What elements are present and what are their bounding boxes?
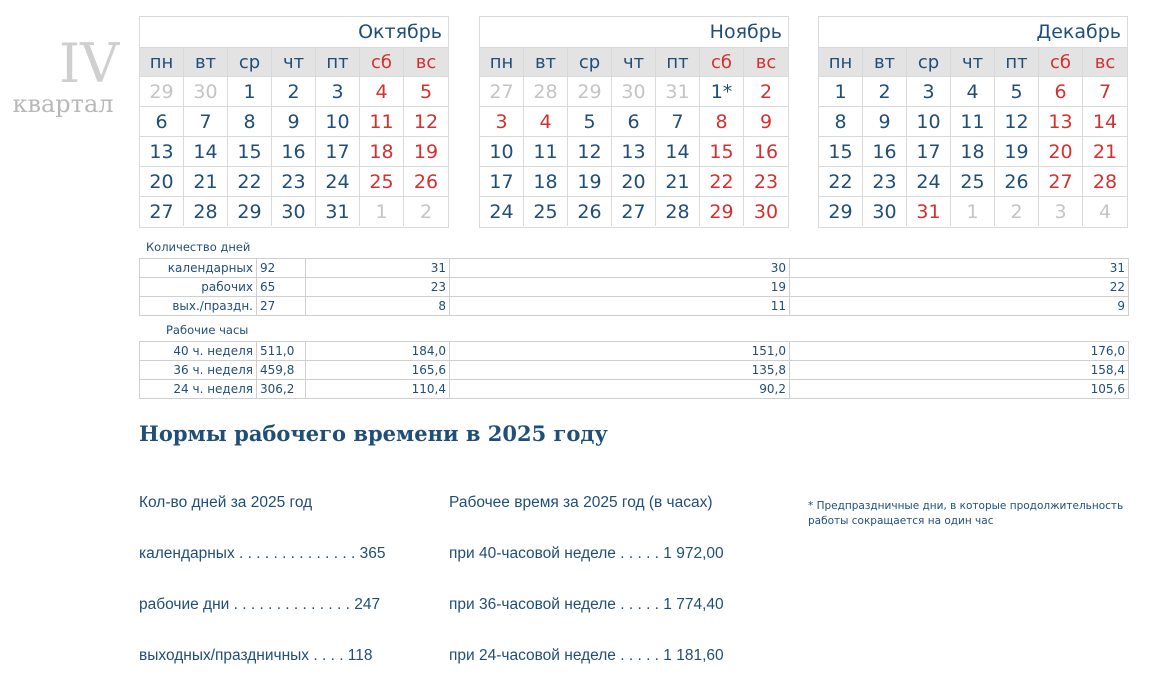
day-cell: 27 [612, 196, 656, 226]
day-cell: 14 [1083, 106, 1127, 136]
quarter-total: 27 [257, 297, 306, 316]
day-cell: 14 [656, 136, 700, 166]
day-cell: 25 [524, 196, 568, 226]
month-value: 11 [450, 297, 790, 316]
day-cell: 13 [1039, 106, 1083, 136]
day-cell: 4 [951, 76, 995, 106]
day-cell: 18 [951, 136, 995, 166]
day-cell: 10 [907, 106, 951, 136]
day-cell: 24 [907, 166, 951, 196]
day-cell: 1 [819, 76, 863, 106]
day-cell: 21 [184, 166, 228, 196]
day-cell: 1 [228, 76, 272, 106]
day-cell: 3 [480, 106, 524, 136]
norms-hours-block [449, 460, 724, 681]
day-cell: 30 [744, 196, 788, 226]
day-cell: 23 [744, 166, 788, 196]
day-cell: 21 [656, 166, 700, 196]
row-label: 36 ч. неделя [140, 361, 257, 380]
day-cell: 12 [568, 136, 612, 166]
norms-days-line: календарных . . . . . . . . . . . . . . 365 [139, 545, 386, 562]
month-value: 22 [790, 278, 1129, 297]
month-value: 90,2 [450, 380, 790, 399]
day-cell: 26 [404, 166, 448, 196]
weekday-header: пт [316, 47, 360, 76]
day-cell: 4 [524, 106, 568, 136]
day-cell: 29 [140, 76, 184, 106]
month-value: 135,8 [450, 361, 790, 380]
month-october [139, 16, 449, 228]
quarter-label: квартал [12, 90, 114, 118]
day-cell: 29 [568, 76, 612, 106]
weekday-header: сб [1039, 47, 1083, 76]
weekday-header: чт [272, 47, 316, 76]
day-cell: 4 [360, 76, 404, 106]
table-row [140, 361, 1129, 380]
day-cell: 22 [819, 166, 863, 196]
month-grid [140, 47, 448, 226]
day-cell: 28 [656, 196, 700, 226]
day-cell: 12 [995, 106, 1039, 136]
month-december [818, 16, 1128, 228]
day-cell: 31 [656, 76, 700, 106]
table-row [140, 259, 1129, 278]
weekday-header: чт [951, 47, 995, 76]
weekday-header: чт [612, 47, 656, 76]
norms-days-line: выходных/праздничных . . . . 118 [139, 647, 373, 664]
month-value: 184,0 [306, 342, 450, 361]
month-title: Декабрь [1036, 21, 1121, 43]
day-cell: 19 [568, 166, 612, 196]
month-title: Октябрь [358, 21, 442, 43]
month-value: 8 [306, 297, 450, 316]
month-value: 19 [450, 278, 790, 297]
month-value: 23 [306, 278, 450, 297]
day-cell: 28 [184, 196, 228, 226]
day-cell: 19 [995, 136, 1039, 166]
month-value: 110,4 [306, 380, 450, 399]
day-cell: 15 [700, 136, 744, 166]
norms-title: Нормы рабочего времени в 2025 году [139, 421, 608, 446]
day-cell: 4 [1083, 196, 1127, 226]
day-cell: 29 [819, 196, 863, 226]
day-cell: 16 [744, 136, 788, 166]
days-count-label: Количество дней [146, 240, 251, 254]
day-cell: 2 [404, 196, 448, 226]
day-cell: 24 [316, 166, 360, 196]
quarter-roman-numeral: IV [58, 32, 120, 95]
day-cell: 2 [995, 196, 1039, 226]
weekday-header: вс [744, 47, 788, 76]
weekday-header: вт [184, 47, 228, 76]
day-cell: 1 [360, 196, 404, 226]
day-cell: 26 [995, 166, 1039, 196]
day-cell: 19 [404, 136, 448, 166]
day-cell: 3 [316, 76, 360, 106]
weekday-header: пн [480, 47, 524, 76]
day-cell: 1 [951, 196, 995, 226]
norms-hours-heading: Рабочее время за 2025 год (в часах) [449, 494, 713, 511]
day-cell: 24 [480, 196, 524, 226]
day-cell: 6 [140, 106, 184, 136]
days-count-table [139, 258, 1129, 316]
day-cell: 27 [1039, 166, 1083, 196]
day-cell: 30 [272, 196, 316, 226]
day-cell: 8 [819, 106, 863, 136]
day-cell: 22 [228, 166, 272, 196]
norms-hours-line: при 40-часовой неделе . . . . . 1 972,00 [449, 545, 724, 562]
month-november [479, 16, 789, 228]
day-cell: 8 [700, 106, 744, 136]
day-cell: 29 [228, 196, 272, 226]
day-cell: 5 [404, 76, 448, 106]
row-label: календарных [140, 259, 257, 278]
day-cell: 17 [480, 166, 524, 196]
weekday-header: сб [360, 47, 404, 76]
quarter-total: 65 [257, 278, 306, 297]
month-value: 151,0 [450, 342, 790, 361]
day-cell: 6 [612, 106, 656, 136]
month-value: 31 [306, 259, 450, 278]
day-cell: 25 [360, 166, 404, 196]
table-row [140, 278, 1129, 297]
work-hours-label: Рабочие часы [166, 323, 249, 337]
day-cell: 14 [184, 136, 228, 166]
row-label: 40 ч. неделя [140, 342, 257, 361]
weekday-header: вс [404, 47, 448, 76]
day-cell: 25 [951, 166, 995, 196]
day-cell: 3 [1039, 196, 1083, 226]
day-cell: 11 [524, 136, 568, 166]
row-label: вых./праздн. [140, 297, 257, 316]
day-cell: 2 [272, 76, 316, 106]
day-cell: 23 [272, 166, 316, 196]
day-cell: 26 [568, 196, 612, 226]
day-cell: 13 [612, 136, 656, 166]
day-cell: 30 [863, 196, 907, 226]
day-cell: 11 [951, 106, 995, 136]
weekday-header: вт [863, 47, 907, 76]
weekday-header: пт [995, 47, 1039, 76]
day-cell: 9 [272, 106, 316, 136]
day-cell: 31 [907, 196, 951, 226]
row-label: 24 ч. неделя [140, 380, 257, 399]
day-cell: 7 [656, 106, 700, 136]
day-cell: 20 [1039, 136, 1083, 166]
row-label: рабочих [140, 278, 257, 297]
weekday-header: вт [524, 47, 568, 76]
day-cell: 16 [272, 136, 316, 166]
table-row [140, 380, 1129, 399]
weekday-header: ср [907, 47, 951, 76]
work-hours-table [139, 341, 1129, 399]
quarter-total: 459,8 [257, 361, 306, 380]
day-cell: 20 [140, 166, 184, 196]
day-cell: 7 [184, 106, 228, 136]
day-cell: 15 [228, 136, 272, 166]
month-value: 165,6 [306, 361, 450, 380]
day-cell: 10 [480, 136, 524, 166]
day-cell: 28 [1083, 166, 1127, 196]
table-row [140, 297, 1129, 316]
day-cell: 18 [524, 166, 568, 196]
day-cell: 7 [1083, 76, 1127, 106]
month-grid [819, 47, 1127, 226]
day-cell: 20 [612, 166, 656, 196]
norms-days-line: рабочие дни . . . . . . . . . . . . . . 247 [139, 596, 381, 613]
day-cell: 30 [184, 76, 228, 106]
weekday-header: ср [228, 47, 272, 76]
weekday-header: сб [700, 47, 744, 76]
weekday-header: пт [656, 47, 700, 76]
quarter-total: 306,2 [257, 380, 306, 399]
month-value: 105,6 [790, 380, 1129, 399]
quarter-total: 92 [257, 259, 306, 278]
weekday-header: пн [140, 47, 184, 76]
day-cell: 27 [140, 196, 184, 226]
day-cell: 2 [744, 76, 788, 106]
day-cell: 18 [360, 136, 404, 166]
day-cell: 9 [863, 106, 907, 136]
day-cell: 27 [480, 76, 524, 106]
month-value: 30 [450, 259, 790, 278]
day-cell: 5 [568, 106, 612, 136]
day-cell: 3 [907, 76, 951, 106]
day-cell: 16 [863, 136, 907, 166]
day-cell: 13 [140, 136, 184, 166]
quarter-total: 511,0 [257, 342, 306, 361]
weekday-header: вс [1083, 47, 1127, 76]
weekday-header: ср [568, 47, 612, 76]
month-value: 31 [790, 259, 1129, 278]
day-cell: 15 [819, 136, 863, 166]
weekday-header: пн [819, 47, 863, 76]
day-cell: 8 [228, 106, 272, 136]
month-value: 9 [790, 297, 1129, 316]
norms-hours-line: при 24-часовой неделе . . . . . 1 181,60 [449, 647, 724, 664]
day-cell: 2 [863, 76, 907, 106]
month-title: Ноябрь [709, 21, 782, 43]
day-cell: 17 [907, 136, 951, 166]
day-cell: 1* [700, 76, 744, 106]
day-cell: 10 [316, 106, 360, 136]
norms-days-block [139, 460, 385, 681]
month-value: 158,4 [790, 361, 1129, 380]
day-cell: 21 [1083, 136, 1127, 166]
day-cell: 28 [524, 76, 568, 106]
norms-hours-line: при 36-часовой неделе . . . . . 1 774,40 [449, 596, 724, 613]
day-cell: 23 [863, 166, 907, 196]
day-cell: 12 [404, 106, 448, 136]
day-cell: 22 [700, 166, 744, 196]
day-cell: 31 [316, 196, 360, 226]
day-cell: 5 [995, 76, 1039, 106]
month-value: 176,0 [790, 342, 1129, 361]
day-cell: 9 [744, 106, 788, 136]
day-cell: 6 [1039, 76, 1083, 106]
table-row [140, 342, 1129, 361]
month-grid [480, 47, 788, 226]
day-cell: 29 [700, 196, 744, 226]
day-cell: 17 [316, 136, 360, 166]
day-cell: 30 [612, 76, 656, 106]
day-cell: 11 [360, 106, 404, 136]
footnote: * Предпраздничные дни, в которые продолжительность работы сокращается на один час [808, 500, 1124, 527]
norms-days-heading: Кол-во дней за 2025 год [139, 494, 313, 511]
